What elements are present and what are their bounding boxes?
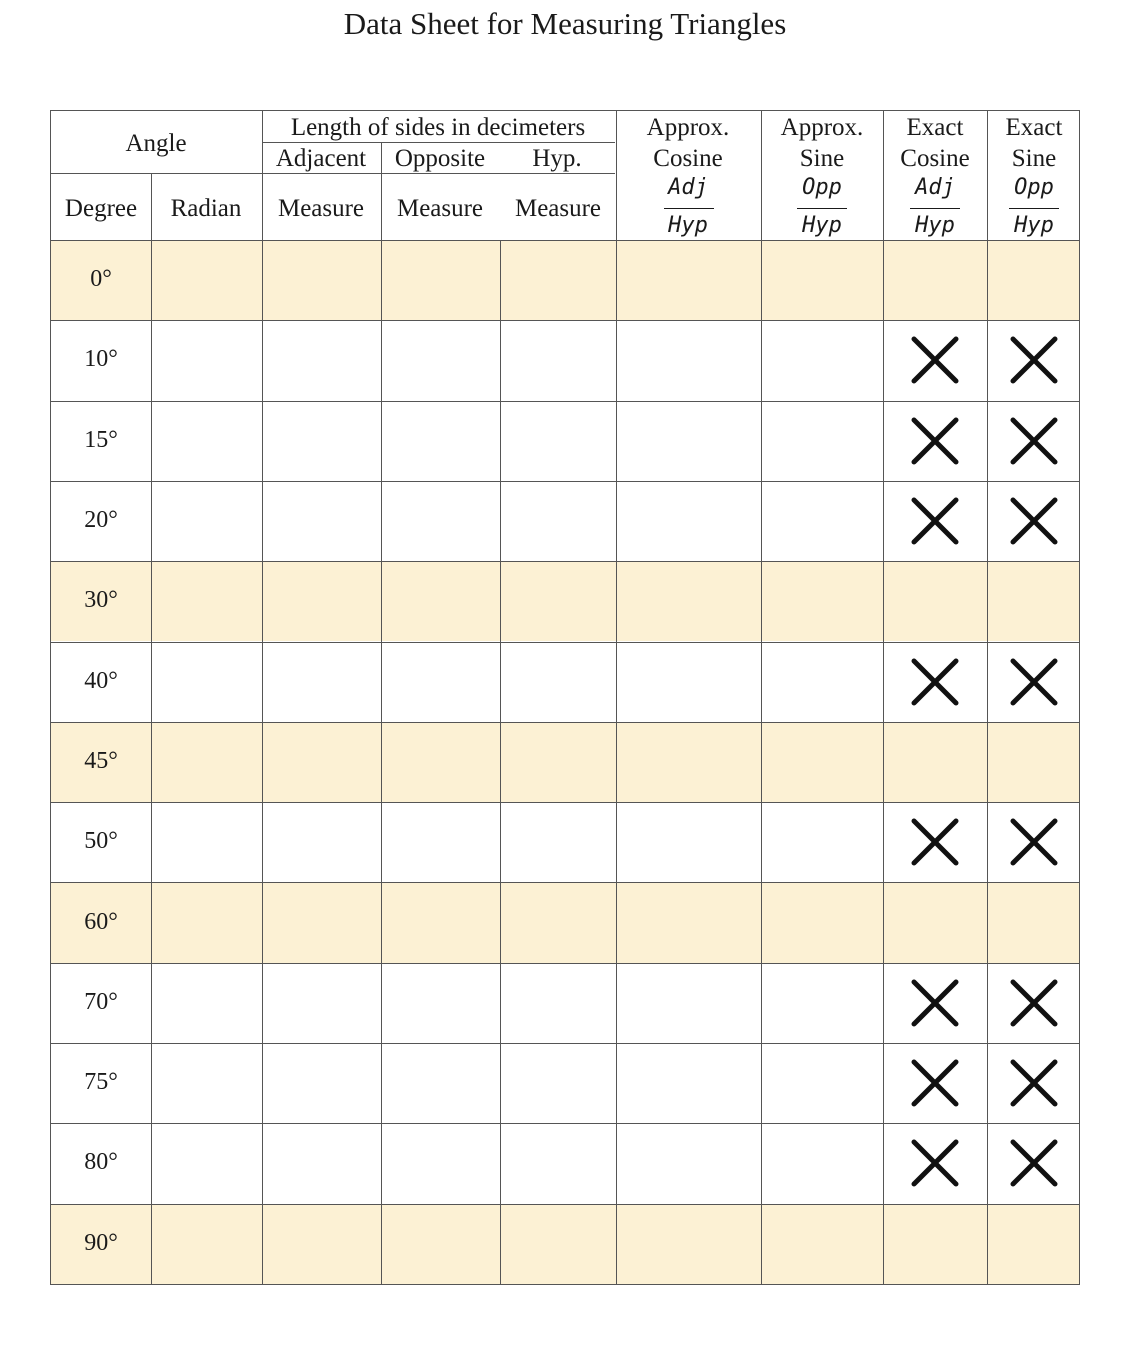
cross-mark-icon bbox=[908, 976, 962, 1030]
degree-label: 80° bbox=[84, 1149, 118, 1176]
header-opposite: Opposite bbox=[394, 145, 486, 172]
cross-mark-icon bbox=[1007, 655, 1061, 709]
cross-mark-icon bbox=[1007, 1136, 1061, 1190]
frac-approx-sin-den: Hyp bbox=[802, 213, 842, 238]
degree-label: 10° bbox=[84, 346, 118, 373]
cross-mark-icon bbox=[1007, 494, 1061, 548]
divider-adjacent-opposite bbox=[381, 142, 382, 1284]
cross-mark-icon bbox=[908, 655, 962, 709]
divider-radian-adjacent bbox=[262, 111, 263, 1284]
degree-label: 30° bbox=[84, 587, 118, 614]
degree-label: 75° bbox=[84, 1069, 118, 1096]
degree-label: 40° bbox=[84, 667, 118, 694]
row-divider bbox=[51, 963, 1079, 964]
degree-label: 45° bbox=[84, 747, 118, 774]
row-divider bbox=[51, 401, 1079, 402]
frac-approx-sin-num: Opp bbox=[802, 175, 842, 200]
row-divider bbox=[51, 1043, 1079, 1044]
frac-approx-cos-num: Adj bbox=[668, 175, 708, 200]
header-exact-cos-2: Cosine bbox=[900, 145, 970, 172]
row-divider bbox=[51, 561, 1079, 562]
frac-bar bbox=[910, 208, 960, 209]
degree-label: 70° bbox=[84, 988, 118, 1015]
frac-exact-sin-den: Hyp bbox=[1014, 213, 1054, 238]
frac-bar bbox=[664, 208, 714, 209]
cross-mark-icon bbox=[908, 815, 962, 869]
divider-exactcos-exactsin bbox=[987, 111, 988, 1284]
header-measure-adjacent: Measure bbox=[277, 195, 365, 222]
cross-mark-icon bbox=[908, 494, 962, 548]
header-angle: Angle bbox=[125, 130, 187, 157]
header-approx-cos-1: Approx. bbox=[646, 114, 730, 141]
header-bottom-line bbox=[51, 240, 1079, 241]
cross-mark-icon bbox=[1007, 414, 1061, 468]
measure-subline bbox=[262, 173, 615, 174]
header-approx-sin-2: Sine bbox=[799, 145, 845, 172]
row-divider bbox=[51, 802, 1079, 803]
header-degree: Degree bbox=[64, 195, 138, 222]
frac-exact-cos-num: Adj bbox=[915, 175, 955, 200]
cross-mark-icon bbox=[1007, 1056, 1061, 1110]
frac-bar bbox=[797, 208, 847, 209]
frac-approx-cos-den: Hyp bbox=[668, 213, 708, 238]
data-table bbox=[50, 110, 1080, 1285]
shaded-row bbox=[51, 561, 1079, 641]
row-divider bbox=[51, 642, 1079, 643]
row-divider bbox=[51, 320, 1079, 321]
cross-mark-icon bbox=[908, 414, 962, 468]
header-approx-sin-1: Approx. bbox=[780, 114, 864, 141]
divider-degree-radian bbox=[151, 173, 152, 1284]
header-measure-hyp: Measure bbox=[514, 195, 602, 222]
degree-label: 90° bbox=[84, 1229, 118, 1256]
header-lengths: Length of sides in decimeters bbox=[290, 114, 586, 141]
cross-mark-icon bbox=[908, 1056, 962, 1110]
divider-approxsin-exactcos bbox=[883, 111, 884, 1284]
header-hyp: Hyp. bbox=[532, 145, 582, 172]
divider-opposite-hyp bbox=[500, 240, 501, 1284]
row-divider bbox=[51, 1123, 1079, 1124]
row-divider bbox=[51, 1204, 1079, 1205]
degree-label: 50° bbox=[84, 828, 118, 855]
frac-exact-cos-den: Hyp bbox=[915, 213, 955, 238]
header-radian: Radian bbox=[170, 195, 242, 222]
degree-label: 20° bbox=[84, 507, 118, 534]
frac-bar bbox=[1009, 208, 1059, 209]
page-title: Data Sheet for Measuring Triangles bbox=[343, 6, 787, 41]
shaded-row bbox=[51, 240, 1079, 320]
header-exact-cos-1: Exact bbox=[906, 114, 964, 141]
shaded-row bbox=[51, 722, 1079, 802]
cross-mark-icon bbox=[1007, 815, 1061, 869]
header-exact-sin-2: Sine bbox=[1011, 145, 1057, 172]
row-divider bbox=[51, 882, 1079, 883]
header-exact-sin-1: Exact bbox=[1005, 114, 1063, 141]
degree-label: 15° bbox=[84, 426, 118, 453]
cross-mark-icon bbox=[1007, 333, 1061, 387]
cross-mark-icon bbox=[1007, 976, 1061, 1030]
divider-hyp-approxcos bbox=[616, 111, 617, 1284]
header-adjacent: Adjacent bbox=[275, 145, 367, 172]
header-measure-opposite: Measure bbox=[396, 195, 484, 222]
frac-exact-sin-num: Opp bbox=[1014, 175, 1054, 200]
divider-approxcos-approxsin bbox=[761, 111, 762, 1284]
shaded-row bbox=[51, 882, 1079, 962]
header-approx-cos-2: Cosine bbox=[653, 145, 723, 172]
row-divider bbox=[51, 722, 1079, 723]
degree-label: 60° bbox=[84, 908, 118, 935]
shaded-row bbox=[51, 1204, 1079, 1284]
cross-mark-icon bbox=[908, 333, 962, 387]
angle-subline bbox=[51, 173, 262, 174]
cross-mark-icon bbox=[908, 1136, 962, 1190]
row-divider bbox=[51, 481, 1079, 482]
header-subline bbox=[262, 142, 615, 143]
degree-label: 0° bbox=[90, 266, 112, 293]
